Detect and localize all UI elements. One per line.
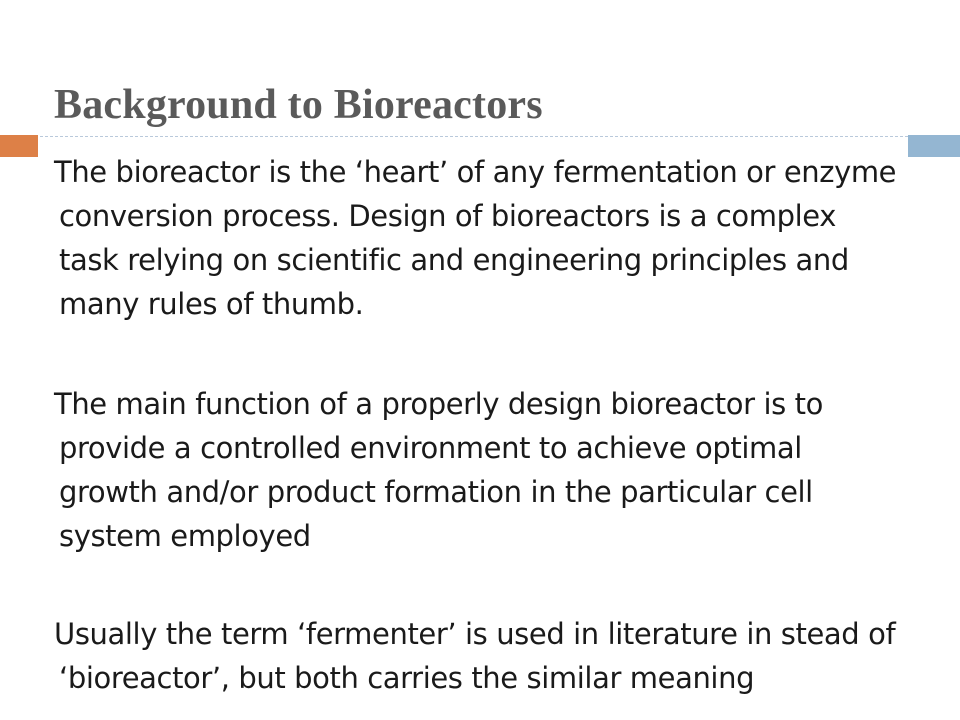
paragraph-line: conversion process. Design of bioreactors is a complex (59, 199, 836, 233)
paragraph-line: system employed (59, 519, 311, 553)
paragraph-line: growth and/or product formation in the particular cell (59, 475, 813, 509)
paragraph-line: ‘bioreactor’, but both carries the similar meaning (59, 661, 755, 695)
paragraph-line: task relying on scientific and engineering principles and (59, 243, 849, 277)
paragraph-line: many rules of thumb. (59, 287, 364, 321)
paragraph-fermenter-term (54, 612, 944, 700)
paragraph-line: Usually the term ‘fermenter’ is used in literature in stead of (54, 617, 896, 651)
paragraph-line: The bioreactor is the ‘heart’ of any fermentation or enzyme (54, 155, 897, 189)
paragraph-bioreactor-heart (54, 150, 944, 326)
paragraph-line: provide a controlled environment to achieve optimal (59, 431, 802, 465)
paragraph-line: The main function of a properly design bioreactor is to (54, 387, 823, 421)
paragraph-main-function (54, 382, 944, 558)
slide-title: Background to Bioreactors (54, 82, 543, 128)
